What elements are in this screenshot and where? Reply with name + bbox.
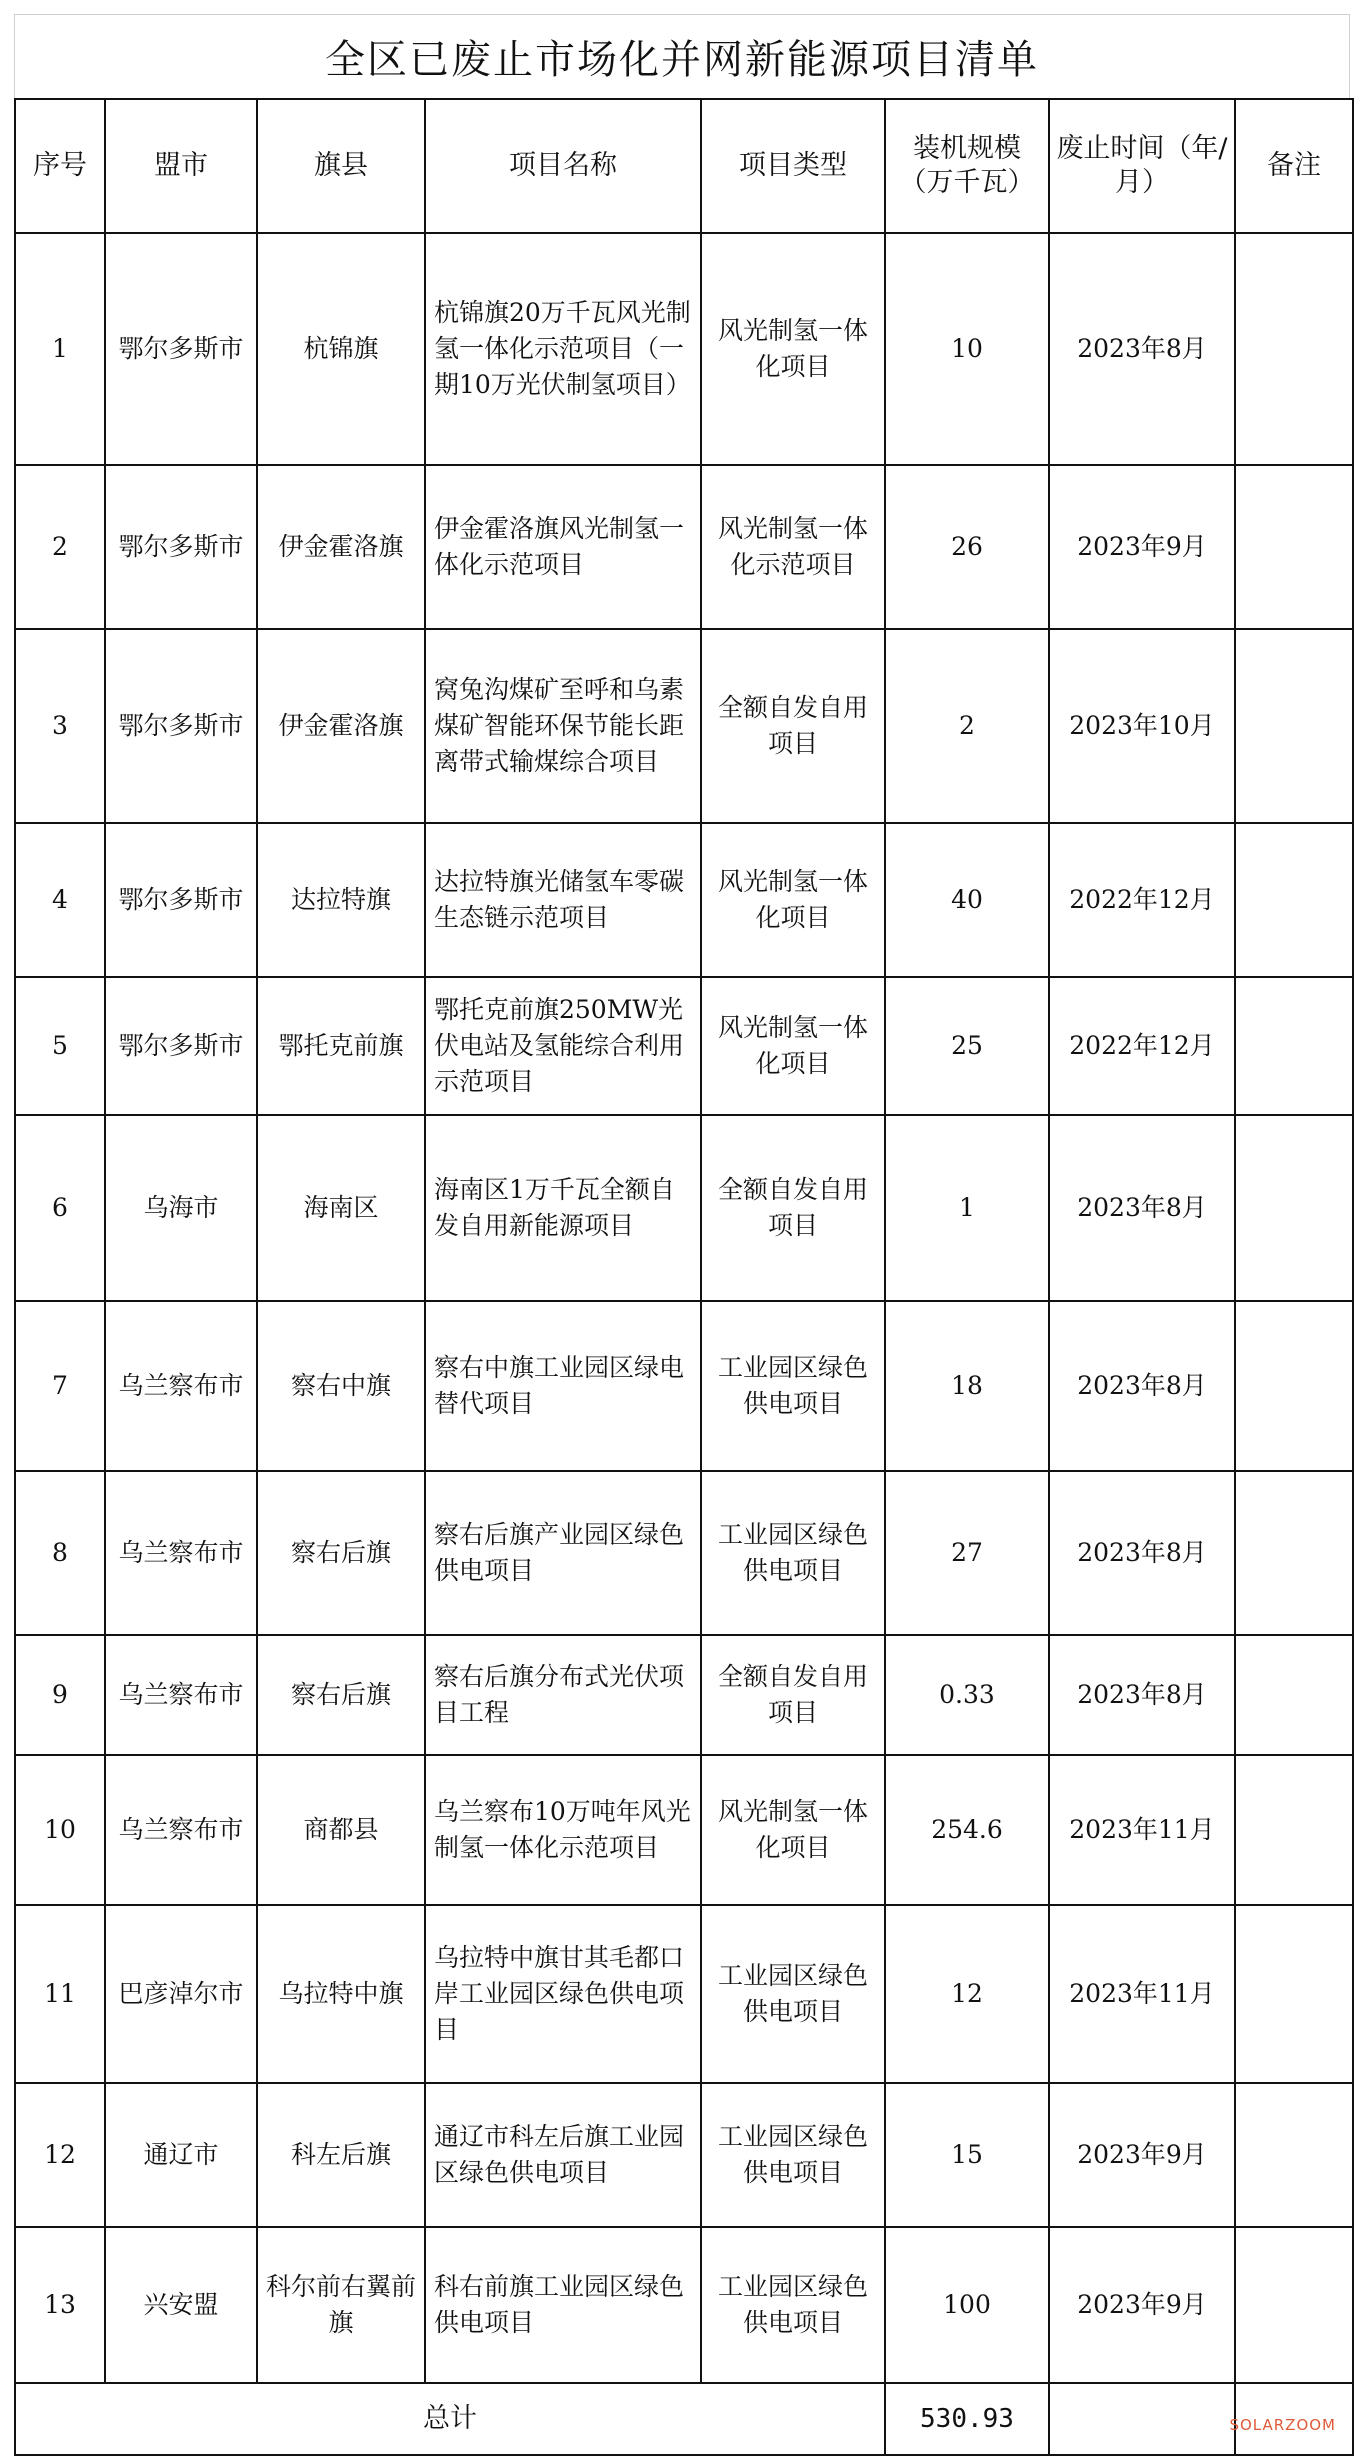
cell-county: 达拉特旗: [257, 823, 425, 977]
cell-name: 伊金霍洛旗风光制氢一体化示范项目: [425, 465, 701, 629]
table-row: [15, 2083, 1353, 2227]
cell-city: 鄂尔多斯市: [105, 465, 257, 629]
cell-city: 鄂尔多斯市: [105, 823, 257, 977]
document-page: [14, 14, 1352, 2444]
header-date: 废止时间（年/月）: [1049, 99, 1235, 233]
cell-city: 乌兰察布市: [105, 1301, 257, 1471]
cell-capacity: 2: [885, 629, 1049, 823]
total-value: 530.93: [885, 2383, 1049, 2455]
cell-note: [1235, 1755, 1353, 1905]
cell-county: 商都县: [257, 1755, 425, 1905]
cell-capacity: 25: [885, 977, 1049, 1115]
cell-date: 2023年8月: [1049, 1635, 1235, 1755]
cell-type: 风光制氢一体化项目: [701, 823, 885, 977]
cell-name: 乌兰察布10万吨年风光制氢一体化示范项目: [425, 1755, 701, 1905]
table-row: [15, 823, 1353, 977]
cell-capacity: 40: [885, 823, 1049, 977]
cell-seq: 6: [15, 1115, 105, 1301]
cell-seq: 3: [15, 629, 105, 823]
cell-county: 乌拉特中旗: [257, 1905, 425, 2083]
cell-date: 2023年11月: [1049, 1905, 1235, 2083]
cell-note: [1235, 977, 1353, 1115]
cell-county: 鄂托克前旗: [257, 977, 425, 1115]
table-row: [15, 1115, 1353, 1301]
cell-city: 鄂尔多斯市: [105, 233, 257, 465]
cell-city: 巴彦淖尔市: [105, 1905, 257, 2083]
cell-note: [1235, 465, 1353, 629]
cell-capacity: 27: [885, 1471, 1049, 1635]
cell-name: 乌拉特中旗甘其毛都口岸工业园区绿色供电项目: [425, 1905, 701, 2083]
cell-name: 窝兔沟煤矿至呼和乌素煤矿智能环保节能长距离带式输煤综合项目: [425, 629, 701, 823]
header-note: 备注: [1235, 99, 1353, 233]
header-capacity: 装机规模（万千瓦）: [885, 99, 1049, 233]
cell-note: [1235, 629, 1353, 823]
cell-type: 风光制氢一体化项目: [701, 233, 885, 465]
cell-seq: 9: [15, 1635, 105, 1755]
cell-note: [1235, 1115, 1353, 1301]
cell-type: 风光制氢一体化项目: [701, 1755, 885, 1905]
cell-seq: 11: [15, 1905, 105, 2083]
cell-capacity: 26: [885, 465, 1049, 629]
cell-date: 2023年9月: [1049, 465, 1235, 629]
cell-seq: 10: [15, 1755, 105, 1905]
cell-type: 全额自发自用项目: [701, 629, 885, 823]
cell-county: 科尔前右翼前旗: [257, 2227, 425, 2383]
cell-seq: 2: [15, 465, 105, 629]
header-name: 项目名称: [425, 99, 701, 233]
cell-type: 工业园区绿色供电项目: [701, 2083, 885, 2227]
cell-seq: 1: [15, 233, 105, 465]
cell-name: 鄂托克前旗250MW光伏电站及氢能综合利用示范项目: [425, 977, 701, 1115]
cell-city: 乌兰察布市: [105, 1755, 257, 1905]
cell-city: 鄂尔多斯市: [105, 629, 257, 823]
cell-date: 2023年9月: [1049, 2227, 1235, 2383]
cell-note: [1235, 2227, 1353, 2383]
cell-capacity: 1: [885, 1115, 1049, 1301]
cell-type: 风光制氢一体化项目: [701, 977, 885, 1115]
cell-date: 2023年11月: [1049, 1755, 1235, 1905]
cell-county: 海南区: [257, 1115, 425, 1301]
cell-city: 乌兰察布市: [105, 1471, 257, 1635]
total-row: [15, 2383, 1353, 2455]
table-row: [15, 629, 1353, 823]
cell-capacity: 10: [885, 233, 1049, 465]
cell-date: 2023年9月: [1049, 2083, 1235, 2227]
cell-city: 鄂尔多斯市: [105, 977, 257, 1115]
cell-type: 工业园区绿色供电项目: [701, 1471, 885, 1635]
cell-date: 2023年10月: [1049, 629, 1235, 823]
cell-note: [1235, 1301, 1353, 1471]
cell-capacity: 0.33: [885, 1635, 1049, 1755]
cell-type: 工业园区绿色供电项目: [701, 2227, 885, 2383]
cell-seq: 4: [15, 823, 105, 977]
page-title: 全区已废止市场化并网新能源项目清单: [325, 37, 1039, 83]
table-row: [15, 2227, 1353, 2383]
cell-type: 全额自发自用项目: [701, 1115, 885, 1301]
cell-name: 通辽市科左后旗工业园区绿色供电项目: [425, 2083, 701, 2227]
cell-seq: 7: [15, 1301, 105, 1471]
table-row: [15, 465, 1353, 629]
table-row: [15, 1301, 1353, 1471]
cell-name: 达拉特旗光储氢车零碳生态链示范项目: [425, 823, 701, 977]
cell-city: 兴安盟: [105, 2227, 257, 2383]
cell-note: [1235, 1905, 1353, 2083]
cell-capacity: 15: [885, 2083, 1049, 2227]
table-row: [15, 233, 1353, 465]
cell-county: 科左后旗: [257, 2083, 425, 2227]
cell-type: 工业园区绿色供电项目: [701, 1905, 885, 2083]
cell-name: 察右中旗工业园区绿电替代项目: [425, 1301, 701, 1471]
cell-county: 伊金霍洛旗: [257, 465, 425, 629]
header-row: [15, 99, 1353, 233]
cell-date: 2022年12月: [1049, 977, 1235, 1115]
table-row: [15, 1471, 1353, 1635]
cell-county: 察右后旗: [257, 1635, 425, 1755]
cell-county: 杭锦旗: [257, 233, 425, 465]
table-row: [15, 1755, 1353, 1905]
project-table: [14, 98, 1354, 2456]
cell-note: [1235, 1471, 1353, 1635]
header-type: 项目类型: [701, 99, 885, 233]
cell-name: 杭锦旗20万千瓦风光制氢一体化示范项目（一期10万光伏制氢项目）: [425, 233, 701, 465]
cell-name: 察右后旗分布式光伏项目工程: [425, 1635, 701, 1755]
cell-seq: 13: [15, 2227, 105, 2383]
cell-date: 2023年8月: [1049, 1471, 1235, 1635]
cell-date: 2023年8月: [1049, 1301, 1235, 1471]
cell-date: 2023年8月: [1049, 1115, 1235, 1301]
table-row: [15, 1905, 1353, 2083]
cell-date: 2022年12月: [1049, 823, 1235, 977]
cell-capacity: 18: [885, 1301, 1049, 1471]
cell-name: 察右后旗产业园区绿色供电项目: [425, 1471, 701, 1635]
cell-note: [1235, 1635, 1353, 1755]
cell-name: 科右前旗工业园区绿色供电项目: [425, 2227, 701, 2383]
cell-seq: 12: [15, 2083, 105, 2227]
cell-seq: 8: [15, 1471, 105, 1635]
table-row: [15, 977, 1353, 1115]
total-empty-date: [1049, 2383, 1235, 2455]
cell-note: [1235, 2083, 1353, 2227]
header-city: 盟市: [105, 99, 257, 233]
cell-county: 伊金霍洛旗: [257, 629, 425, 823]
cell-city: 乌海市: [105, 1115, 257, 1301]
cell-note: [1235, 823, 1353, 977]
title-bar: [14, 14, 1350, 98]
watermark-logo: SOLARZOOM: [1229, 2416, 1336, 2434]
cell-type: 工业园区绿色供电项目: [701, 1301, 885, 1471]
cell-note: [1235, 233, 1353, 465]
header-county: 旗县: [257, 99, 425, 233]
total-label: 总计: [15, 2383, 885, 2455]
cell-seq: 5: [15, 977, 105, 1115]
cell-city: 通辽市: [105, 2083, 257, 2227]
cell-name: 海南区1万千瓦全额自发自用新能源项目: [425, 1115, 701, 1301]
cell-capacity: 12: [885, 1905, 1049, 2083]
cell-date: 2023年8月: [1049, 233, 1235, 465]
cell-capacity: 100: [885, 2227, 1049, 2383]
cell-type: 风光制氢一体化示范项目: [701, 465, 885, 629]
cell-county: 察右中旗: [257, 1301, 425, 1471]
cell-type: 全额自发自用项目: [701, 1635, 885, 1755]
header-seq: 序号: [15, 99, 105, 233]
table-row: [15, 1635, 1353, 1755]
cell-county: 察右后旗: [257, 1471, 425, 1635]
cell-city: 乌兰察布市: [105, 1635, 257, 1755]
cell-capacity: 254.6: [885, 1755, 1049, 1905]
